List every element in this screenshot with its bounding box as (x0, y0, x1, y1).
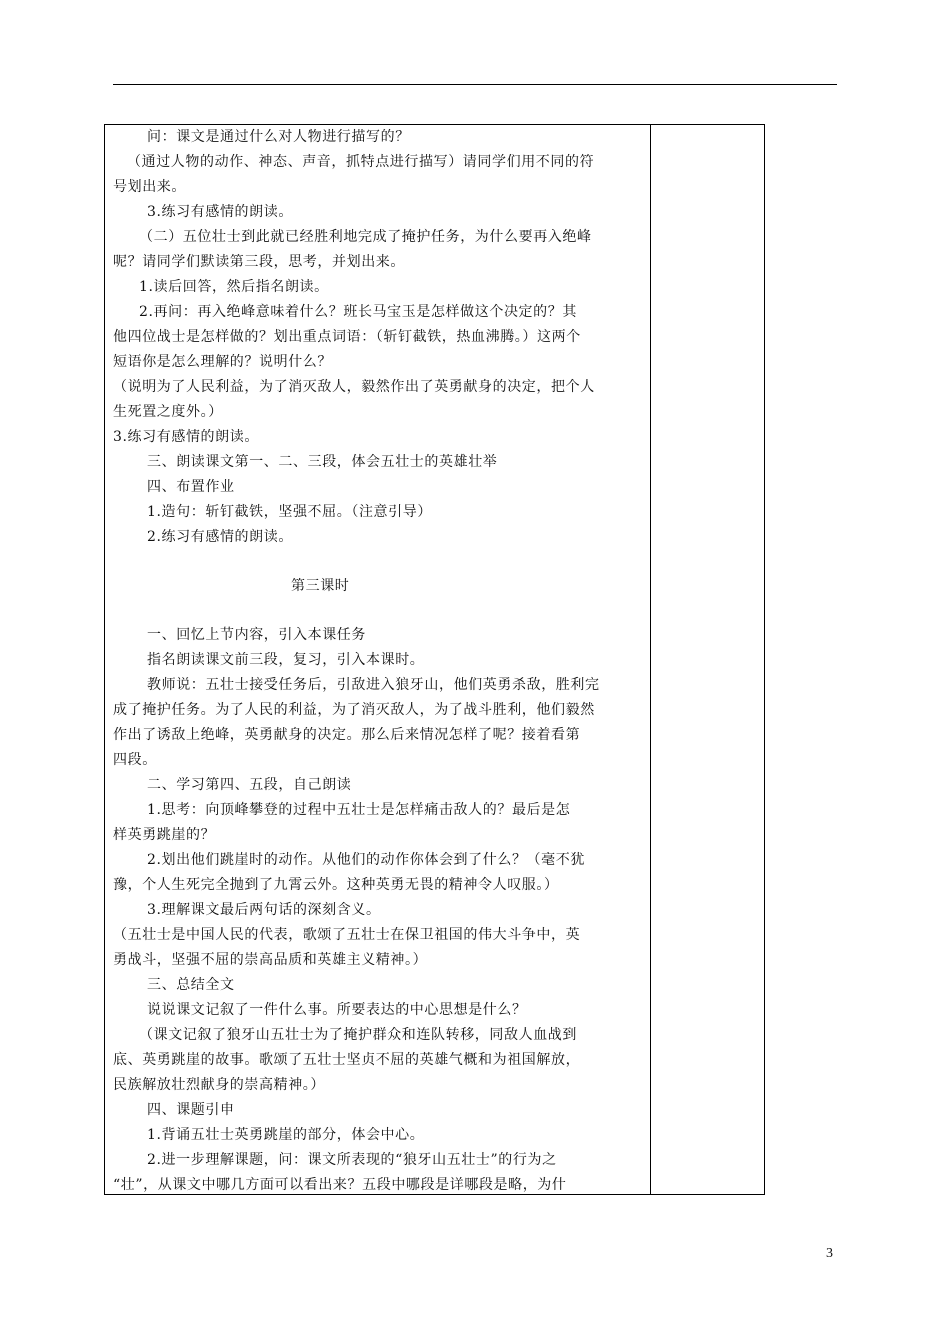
text-line: 成了掩护任务。为了人民的利益，为了消灭敌人，为了战斗胜利，他们毅然 (113, 702, 595, 718)
text-line: 生死置之度外。） (113, 404, 223, 420)
text-line: 3.理解课文最后两句话的深刻含义。 (147, 902, 381, 918)
text-line: （五壮士是中国人民的代表，歌颂了五壮士在保卫祖国的伟大斗争中，英 (113, 927, 581, 943)
text-line: 二、学习第四、五段，自己朗读 (147, 777, 352, 793)
header-rule (113, 84, 837, 85)
text-line: 说说课文记叙了一件什么事。所要表达的中心思想是什么？ (147, 1002, 527, 1018)
section-heading: 第三课时 (291, 578, 350, 594)
text-line: 豫，个人生死完全抛到了九霄云外。这种英勇无畏的精神令人叹服。） (113, 877, 559, 893)
text-line: 一、回忆上节内容，引入本课任务 (147, 627, 366, 643)
text-line: 底、英勇跳崖的故事。歌颂了五壮士坚贞不屈的英雄气概和为祖国解放， (113, 1052, 581, 1068)
text-line: 四段。 (113, 752, 157, 768)
text-line: “壮”，从课文中哪几方面可以看出来？五段中哪段是详哪段是略，为什 (113, 1177, 567, 1193)
text-line: 四、课题引申 (147, 1102, 235, 1118)
text-line: 三、总结全文 (147, 977, 235, 993)
text-line: 呢？请同学们默读第三段，思考，并划出来。 (113, 254, 405, 270)
text-line: （课文记叙了狼牙山五壮士为了掩护群众和连队转移，同敌人血战到 (139, 1027, 577, 1043)
text-line: 作出了诱敌上绝峰，英勇献身的决定。那么后来情况怎样了呢？接着看第 (113, 727, 581, 743)
text-line: 号划出来。 (113, 179, 186, 195)
lesson-table (104, 124, 765, 1195)
text-line: 2.练习有感情的朗读。 (147, 529, 293, 545)
text-line: 3.练习有感情的朗读。 (147, 204, 293, 220)
page-number: 3 (826, 1246, 833, 1261)
text-line: 1.读后回答，然后指名朗读。 (139, 279, 329, 295)
text-line: 1.思考：向顶峰攀登的过程中五壮士是怎样痛击敌人的？最后是怎 (147, 802, 571, 818)
text-line: 样英勇跳崖的？ (113, 827, 216, 843)
text-line: 四、布置作业 (147, 479, 235, 495)
text-line: 勇战斗，坚强不屈的崇高品质和英雄主义精神。） (113, 952, 428, 968)
text-line: 问：课文是通过什么对人物进行描写的？ (147, 129, 410, 145)
text-line: （通过人物的动作、神态、声音，抓特点进行描写）请同学们用不同的符 (127, 154, 595, 170)
text-line: 2.再问：再入绝峰意味着什么？班长马宝玉是怎样做这个决定的？其 (139, 304, 577, 320)
text-line: 短语你是怎么理解的？说明什么？ (113, 354, 332, 370)
notes-cell (651, 125, 764, 1194)
lesson-content-cell (105, 125, 651, 1194)
text-line: 教师说：五壮士接受任务后，引敌进入狼牙山，他们英勇杀敌，胜利完 (147, 677, 600, 693)
text-line: 指名朗读课文前三段，复习，引入本课时。 (147, 652, 425, 668)
text-line: 三、朗读课文第一、二、三段，体会五壮士的英雄壮举 (147, 454, 498, 470)
text-line: 民族解放壮烈献身的崇高精神。） (113, 1077, 325, 1093)
text-line: 2.划出他们跳崖时的动作。从他们的动作你体会到了什么？（毫不犹 (147, 852, 585, 868)
text-line: （说明为了人民利益，为了消灭敌人，毅然作出了英勇献身的决定，把个人 (113, 379, 595, 395)
text-line: 1.背诵五壮士英勇跳崖的部分，体会中心。 (147, 1127, 425, 1143)
text-line: （二）五位壮士到此就已经胜利地完成了掩护任务，为什么要再入绝峰 (139, 229, 592, 245)
text-line: 2.进一步理解课题，问：课文所表现的“狼牙山五壮士”的行为之 (147, 1152, 557, 1168)
text-line: 他四位战士是怎样做的？划出重点词语：（斩钉截铁，热血沸腾。）这两个 (113, 329, 581, 345)
text-line: 1.造句：斩钉截铁，坚强不屈。（注意引导） (147, 504, 432, 520)
text-line: 3.练习有感情的朗读。 (113, 429, 259, 445)
